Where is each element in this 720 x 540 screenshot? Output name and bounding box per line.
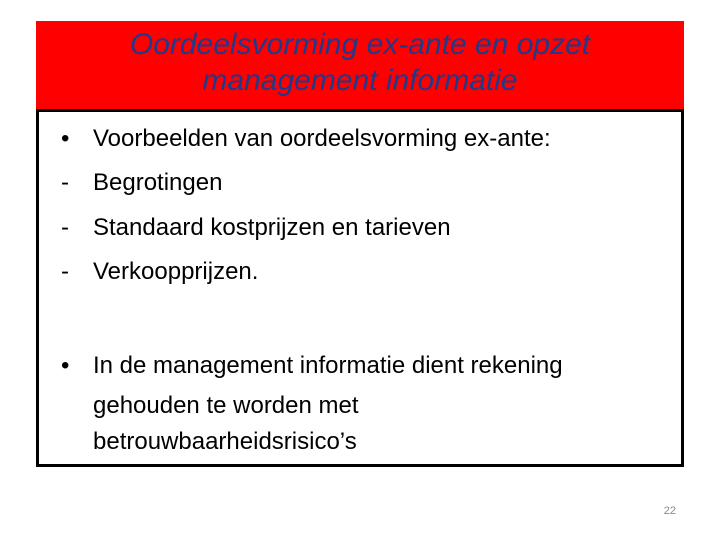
bullet-text-line-1: In de management informatie dient rekening <box>93 352 563 379</box>
slide-title <box>36 21 684 111</box>
dash-marker: - <box>61 258 69 285</box>
title-line-2: management informatie <box>202 64 518 97</box>
dash-text: Verkoopprijzen. <box>93 258 259 285</box>
bullet-marker: • <box>61 125 70 152</box>
dash-text: Begrotingen <box>93 169 223 196</box>
slide-number: 22 <box>663 505 676 517</box>
dash-marker: - <box>61 214 69 241</box>
dash-marker: - <box>61 169 69 196</box>
title-line-1: Oordeelsvorming ex-ante en opzet <box>129 28 591 61</box>
bullet-text: Voorbeelden van oordeelsvorming ex-ante: <box>93 125 551 152</box>
bullet-marker: • <box>61 352 70 379</box>
dash-text: Standaard kostprijzen en tarieven <box>93 214 451 241</box>
bullet-text-line-2: gehouden te worden met <box>93 392 359 419</box>
bullet-text-line-3: betrouwbaarheidsrisico’s <box>93 428 357 455</box>
content-box <box>36 109 684 467</box>
